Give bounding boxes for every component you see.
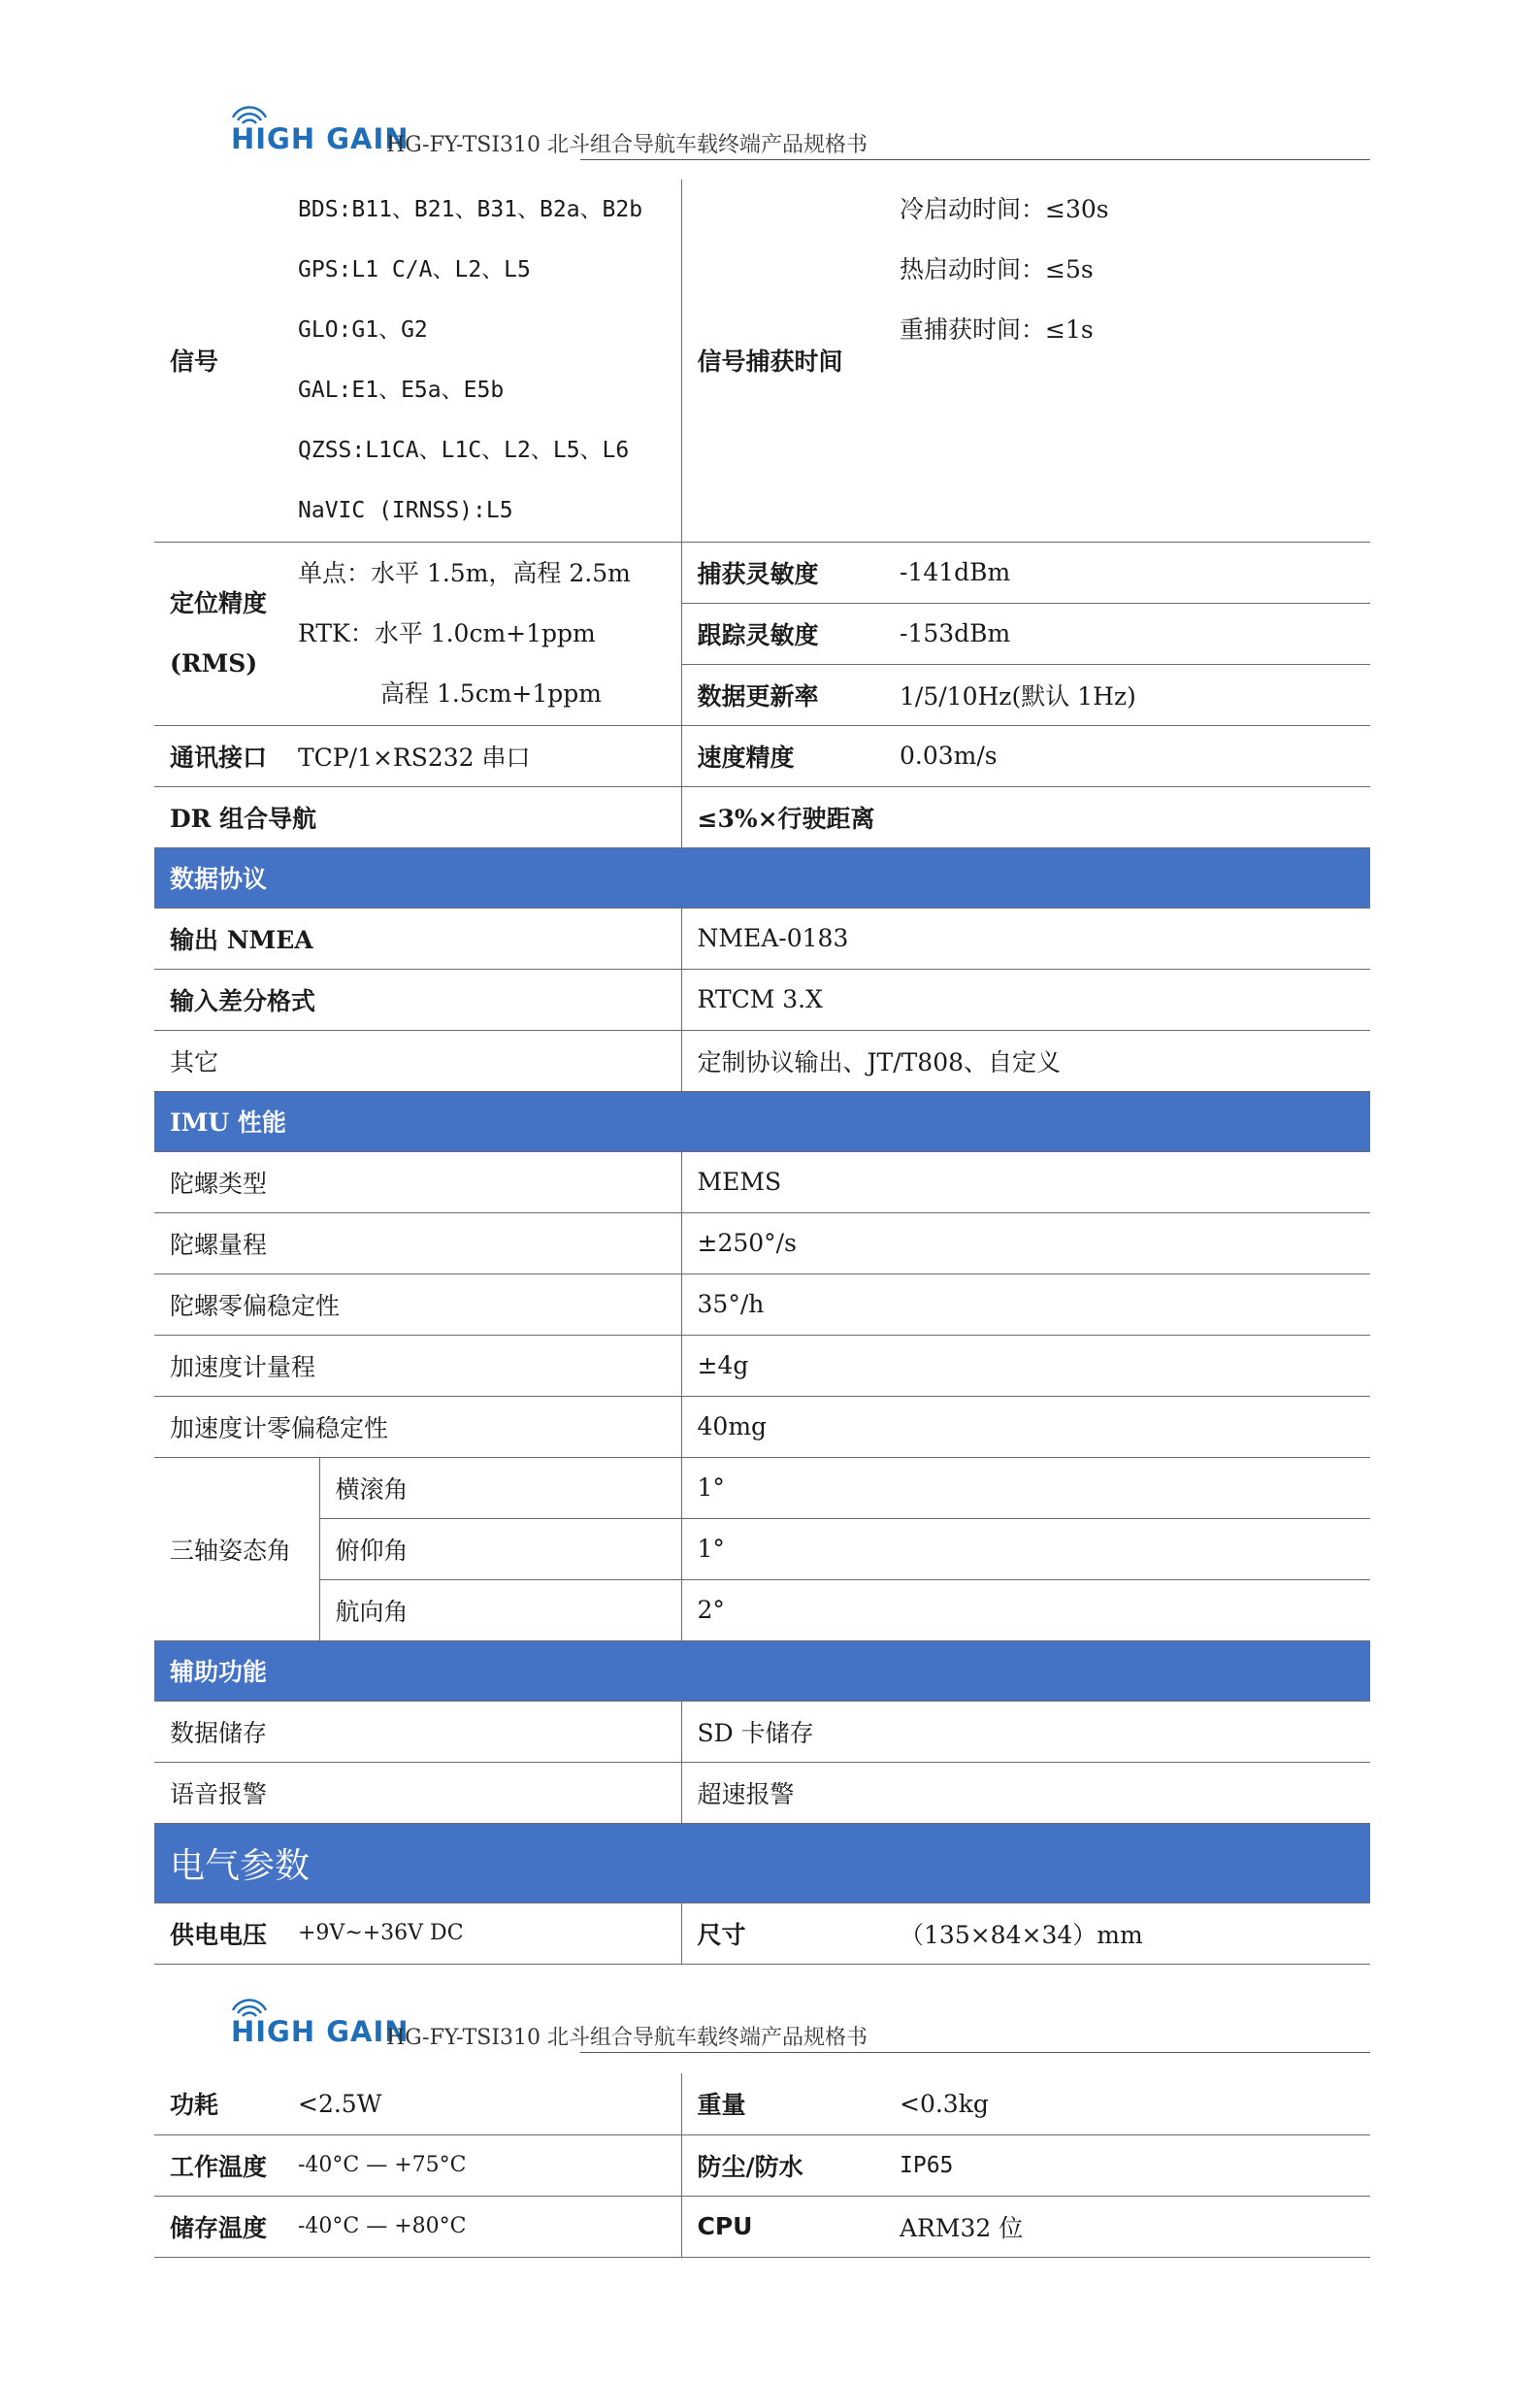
attitude-row [154,1579,1370,1640]
precision-row-1 [154,542,1370,603]
dr-value: ≤3%×行驶距离 [681,786,1370,847]
imu-label: 加速度计量程 [154,1335,681,1396]
page-header [0,1990,1540,2058]
header-rule [580,159,1370,160]
acq-reacq: 重捕获时间：≤1s [900,315,1094,344]
power-label: 供电电压 [154,1902,296,1964]
aux-label: 数据储存 [154,1701,681,1762]
size-label: 尺寸 [681,1902,900,1964]
imu-row [154,1274,1370,1335]
aux-row [154,1762,1370,1823]
update-rate-value: 1/5/10Hz(默认 1Hz) [900,664,1370,725]
track-sensitivity-value: -153dBm [900,603,1370,664]
ip-label: 防尘/防水 [681,2134,900,2196]
attitude-row [154,1457,1370,1518]
speed-label: 速度精度 [681,725,900,786]
cpu-value: ARM32 位 [900,2196,1370,2257]
storage-temp-label: 储存温度 [154,2196,296,2257]
aux-row [154,1701,1370,1762]
protocol-value: NMEA-0183 [681,908,1370,969]
precision-values [296,542,681,725]
imu-section-header [154,1091,1370,1151]
power-consumption-value: <2.5W [296,2073,681,2134]
imu-value: 35°/h [681,1274,1370,1335]
protocol-row [154,1030,1370,1091]
imu-label: 陀螺量程 [154,1212,681,1274]
cpu-label: CPU [681,2196,900,2257]
speed-value: 0.03m/s [900,725,1370,786]
attitude-sub-label: 俯仰角 [319,1518,681,1579]
acq-values [900,180,1370,542]
protocol-label: 其它 [154,1030,681,1091]
signal-navic: NaVIC (IRNSS):L5 [298,498,513,524]
signal-qzss: QZSS:L1CA、L1C、L2、L5、L6 [298,438,630,464]
signal-values [296,180,681,542]
comm-label: 通讯接口 [154,725,296,786]
imu-value: 40mg [681,1396,1370,1457]
signal-row [154,180,1370,542]
weight-value: <0.3kg [900,2073,1370,2134]
aux-value: 超速报警 [681,1762,1370,1823]
protocol-label: 输出 NMEA [154,908,681,969]
ip-value: IP65 [900,2134,1370,2196]
elec-row [154,2196,1370,2257]
aux-section-title: 辅助功能 [154,1640,1370,1701]
power-consumption-label: 功耗 [154,2073,296,2134]
precision-rtk: RTK：水平 1.0cm+1ppm [298,618,596,647]
attitude-value: 2° [681,1579,1370,1640]
comm-value: TCP/1×RS232 串口 [296,725,681,786]
aux-value: SD 卡储存 [681,1701,1370,1762]
aux-label: 语音报警 [154,1762,681,1823]
aux-section-header [154,1640,1370,1701]
logo-text: HIGH GAIN [231,2015,410,2048]
protocol-value: 定制协议输出、JT/T808、自定义 [681,1030,1370,1091]
attitude-sub-label: 横滚角 [319,1457,681,1518]
size-value: （135×84×34）mm [900,1902,1370,1964]
update-rate-label: 数据更新率 [681,664,900,725]
spec-table-main [154,180,1370,1965]
imu-label: 陀螺类型 [154,1151,681,1212]
attitude-sub-label: 航向角 [319,1579,681,1640]
imu-row [154,1212,1370,1274]
imu-section-title: IMU 性能 [154,1091,1370,1151]
acq-cold: 冷启动时间：≤30s [900,195,1109,223]
power-value: +9V~+36V DC [296,1902,681,1964]
logo-text: HIGH GAIN [231,122,410,155]
signal-bds: BDS:B11、B21、B31、B2a、B2b [298,197,643,223]
work-temp-label: 工作温度 [154,2134,296,2196]
protocol-section-header [154,847,1370,908]
precision-label: 定位精度 (RMS) [154,542,296,725]
signal-glo: GLO:G1、G2 [298,317,428,344]
imu-row [154,1396,1370,1457]
imu-value: ±250°/s [681,1212,1370,1274]
attitude-row [154,1518,1370,1579]
precision-rtk-height: 高程 1.5cm+1ppm [380,678,602,708]
high-gain-logo [229,1998,410,2056]
imu-value: ±4g [681,1335,1370,1396]
elec-row [154,1902,1370,1964]
weight-label: 重量 [681,2073,900,2134]
elec-section-title: 电气参数 [154,1823,1370,1902]
spec-table-continued [154,2073,1370,2258]
attitude-value: 1° [681,1518,1370,1579]
high-gain-logo [229,105,410,163]
protocol-row [154,969,1370,1030]
acq-sensitivity-value: -141dBm [900,542,1370,603]
header-rule [580,2052,1370,2053]
imu-label: 陀螺零偏稳定性 [154,1274,681,1335]
acq-sensitivity-label: 捕获灵敏度 [681,542,900,603]
dr-row [154,786,1370,847]
elec-section-header [154,1823,1370,1902]
attitude-label: 三轴姿态角 [154,1457,319,1640]
imu-row [154,1151,1370,1212]
protocol-row [154,908,1370,969]
track-sensitivity-label: 跟踪灵敏度 [681,603,900,664]
dr-label: DR 组合导航 [154,786,681,847]
elec-row [154,2073,1370,2134]
imu-value: MEMS [681,1151,1370,1212]
header-title: HG-FY-TSI310 北斗组合导航车载终端产品规格书 [386,2026,868,2050]
imu-row [154,1335,1370,1396]
page-header [0,97,1540,165]
work-temp-value: -40°C — +75°C [296,2134,681,2196]
acq-hot: 热启动时间：≤5s [900,255,1094,283]
comm-row [154,725,1370,786]
protocol-section-title: 数据协议 [154,847,1370,908]
precision-single: 单点：水平 1.5m，高程 2.5m [298,558,631,587]
elec-row [154,2134,1370,2196]
storage-temp-value: -40°C — +80°C [296,2196,681,2257]
header-title: HG-FY-TSI310 北斗组合导航车载终端产品规格书 [386,133,868,157]
imu-label: 加速度计零偏稳定性 [154,1396,681,1457]
attitude-value: 1° [681,1457,1370,1518]
acq-label: 信号捕获时间 [681,180,900,542]
protocol-value: RTCM 3.X [681,969,1370,1030]
signal-gps: GPS:L1 C/A、L2、L5 [298,257,531,283]
signal-label: 信号 [154,180,296,542]
protocol-label: 输入差分格式 [154,969,681,1030]
signal-gal: GAL:E1、E5a、E5b [298,378,505,404]
